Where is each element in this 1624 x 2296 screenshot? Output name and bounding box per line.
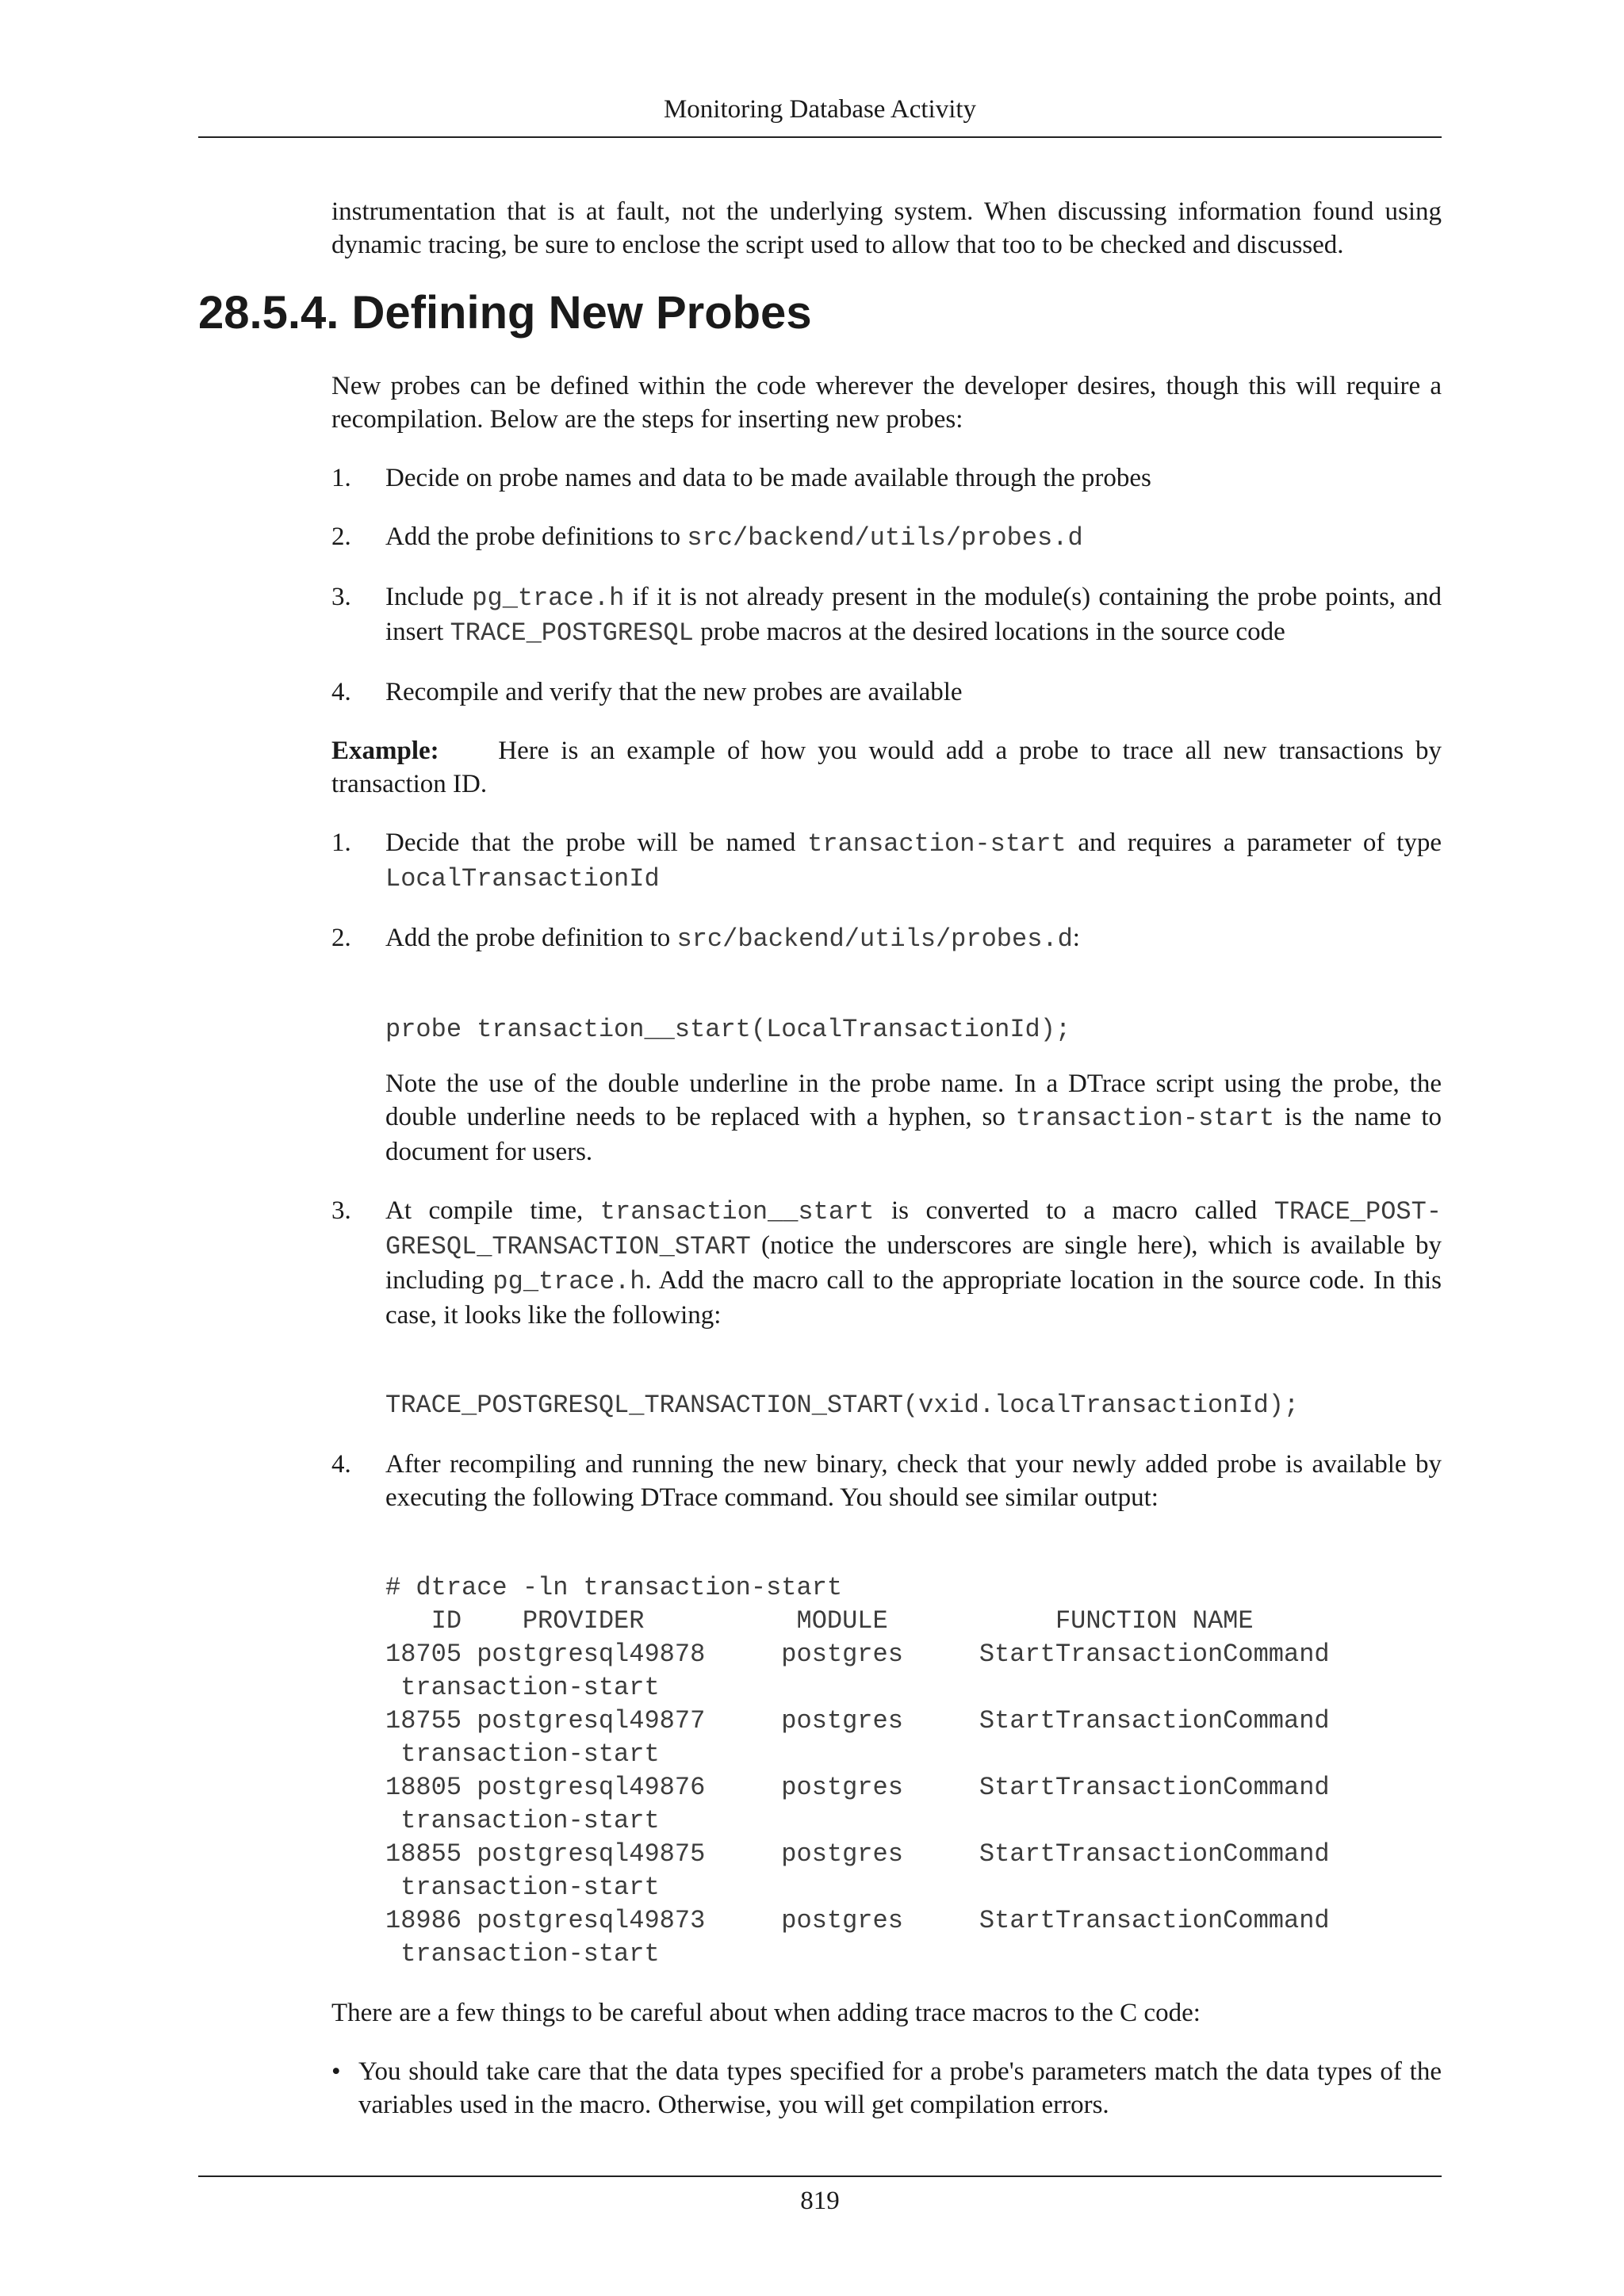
example-step-item: 3. At compile time, transaction__start is converted to a macro called TRACE_POST-GRESQL_TRANSACTION_START (notice the underscores are single here), which is available by including pg_trace.h. Add the macro call to the appropriate location in the source code. In this case, it looks like the following: TRACE_POSTGRESQL_TRANSACTION_START(vxid.localTransactionId); — [331, 1194, 1442, 1422]
intro-paragraph: instrumentation that is at fault, not the underlying system. When discussing information found using dynamic tracing, be sure to enclose the script used to allow that too to be checked and discussed. — [331, 197, 1442, 259]
footer-rule — [198, 2175, 1442, 2177]
example-step-item: 4. After recompiling and running the new binary, check that your newly added probe is available by executing the following DTrace command. You should see similar output: # dtrace -ln transaction-start ID PROVIDER MODULE FUNCTION NAME 18705 postgresql49878 postgres StartTransactionCommand transaction-start 18755 postgresql49877 postgres StartTransactionCommand transaction-start 18805 postgresql49876 postgres StartTransactionCommand transaction-start 18855 postgresql49875 postgres StartTransactionCommand transaction-start 18986 postgresql49873 postgres StartTransactionCommand transaction-start — [331, 1448, 1442, 1971]
running-header: Monitoring Database Activity — [663, 95, 977, 124]
section-body — [331, 369, 1442, 2122]
header-rule — [198, 136, 1442, 138]
example-paragraph: Example: Here is an example of how you would add a probe to trace all new transactions by transaction ID. — [331, 737, 1442, 798]
dtrace-output-block: # dtrace -ln transaction-start ID PROVIDER MODULE FUNCTION NAME 18705 postgresql49878 postgres StartTransactionCommand transaction-start 18755 postgresql49877 postgres StartTransactionCommand transaction-start 18805 postgresql49876 postgres StartTransactionCommand transaction-start 18855 postgresql49875 postgres StartTransactionCommand transaction-start 18986 postgresql49873 postgres StartTransactionCommand transaction-start — [385, 1573, 1330, 1969]
step-item: 4. Recompile and verify that the new probes are available — [331, 678, 963, 706]
code-block: probe transaction__start(LocalTransactionId); — [385, 1015, 1071, 1044]
section-heading: 28.5.4. Defining New Probes — [198, 287, 812, 339]
example-step-item: 1. Decide that the probe will be named transaction-start and requires a parameter of type LocalTransactionId — [331, 828, 1442, 894]
file-path-code: src/backend/utils/probes.d — [687, 523, 1083, 553]
example-step-item: 2. Add the probe definition to src/backend/utils/probes.d: probe transaction__start(LocalTransactionId); Note the use of the double underline in the probe name. In a DTrace script using the probe, the double underline needs to be replaced with a hyphen, so transaction-start is the name to document for users. — [331, 921, 1442, 1169]
careful-paragraph: There are a few things to be careful about when adding trace macros to the C code: — [331, 1999, 1201, 2027]
step-item: 2. Add the probe definitions to src/backend/utils/probes.d — [331, 522, 1083, 553]
step-item: 3. Include pg_trace.h if it is not already present in the module(s) containing the probe points, and insert TRACE_POSTGRESQL probe macros at the desired locations in the source code — [331, 583, 1442, 648]
bullet-item: • You should take care that the data types specified for a probe's parameters match the data types of the variables used in the macro. Otherwise, you will get compilation errors. — [331, 2057, 1442, 2119]
page-number: 819 — [800, 2187, 840, 2215]
note-paragraph: Note the use of the double underline in the probe name. In a DTrace script using the probe, the double underline needs to be replaced with a hyphen, so transaction-start is the name to document for users. — [385, 1070, 1442, 1166]
intro-steps-paragraph: New probes can be defined within the code wherever the developer desires, though this will require a recompilation. Below are the steps for inserting new probes: — [331, 372, 1442, 434]
code-block: TRACE_POSTGRESQL_TRANSACTION_START(vxid.localTransactionId); — [385, 1391, 1300, 1420]
step-item: 1. Decide on probe names and data to be made available through the probes — [331, 464, 1151, 492]
